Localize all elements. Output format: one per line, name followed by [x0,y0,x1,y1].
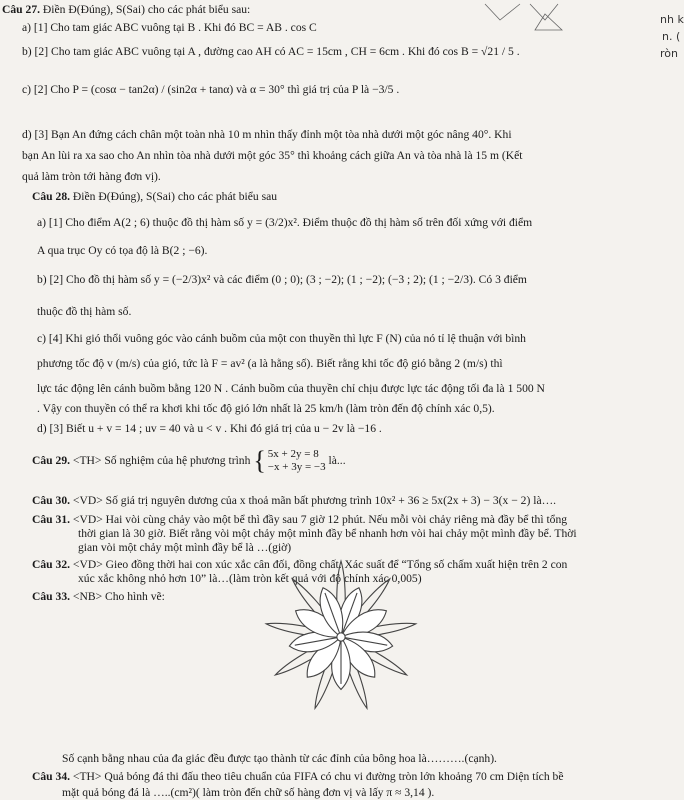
q33-row [32,590,165,604]
q29-text-after: là... [328,454,346,467]
q29-title: Câu 29. [32,454,71,467]
q27-b: b) [2] Cho tam giác ABC vuông tại A , đường cao AH có AC = 15cm , CH = 6cm . Khi đó cos B = √21 / 5 . [22,45,520,58]
sketch-triangle-2 [535,14,562,30]
q31-title: Câu 31. [32,513,71,526]
q28-a-line1: a) [1] Cho điểm A(2 ; 6) thuộc đồ thị hàm số y = (3/2)x². Điểm thuộc đồ thị hàm số trên đối xứng với điểm [37,216,533,229]
q28-c-line4: . Vậy con thuyền có thể ra khơi khi tốc độ gió lớn nhất là 25 km/h (làm tròn đến độ chính xác 0,5). [37,402,495,415]
q28-b-line2: thuộc đồ thị hàm số. [37,305,132,318]
q29 [32,447,346,475]
q31-line3: gian vòi một chảy một mình đầy bể là …(giờ) [78,541,292,554]
q28-a-line2: A qua trục Oy có tọa độ là B(2 ; −6). [37,244,208,257]
q28-c-line1: c) [4] Khi gió thổi vuông góc vào cánh buồm của một con thuyền thì lực F (N) của nó tỉ lệ thuận với bình [37,332,526,345]
q29-eq1: 5x + 2y = 8 [267,448,319,461]
q34-line2: mặt quả bóng đá là …..(cm²)( làm tròn đến chữ số hàng đơn vị và lấy π ≈ 3,14 ). [62,786,435,799]
q27-a: a) [1] Cho tam giác ABC vuông tại B . Khi đó BC = AB . cos C [22,21,317,34]
handwriting-3: ròn [660,47,678,60]
q27-d-line3: quả làm tròn tới hàng đơn vị). [22,170,161,183]
q33-text: <NB> Cho hình vẽ: [72,590,165,603]
q27-d-line2: bạn An lùi ra xa sao cho An nhìn tòa nhà dưới một góc 35° thì khoảng cách giữa An và tòa nhà là 15 m (Kết [22,149,523,162]
flower-center [337,633,345,641]
q27-intro: Điền Đ(Đúng), S(Sai) cho các phát biểu sau: [42,3,251,16]
q33-caption: Số cạnh bằng nhau của đa giác đều được tạo thành từ các đỉnh của bông hoa là……….(cạnh). [62,752,497,765]
q28-c-line3: lực tác động lên cánh buồm bằng 120 N . Cánh buồm của thuyền chỉ chịu được lực tác động tối đa là 1 500 N [37,382,545,395]
q32-title: Câu 32. [32,558,71,571]
q31-line1-row [32,513,567,527]
q27-title: Câu 27. [2,3,41,16]
q30 [32,494,556,508]
q31-line2: thời gian là 30 giờ. Biết rằng vòi một chảy một mình đầy bể nhanh hơn vòi hai chảy một mình đầy bể. Thời [78,527,577,540]
q32-line2: xúc xắc không nhỏ hơn 10” là…(làm tròn kết quả với độ chính xác 0,005) [78,572,422,585]
q28-heading [32,190,277,204]
q28-title: Câu 28. [32,190,71,203]
q27-c: c) [2] Cho P = (cosα − tan2α) / (sin2α + tanα) và α = 30° thì giá trị của P là −3/5 . [22,83,400,96]
q30-text: <VD> Số giá trị nguyên dương của x thoả mãn bất phương trình 10x² + 36 ≥ 5x(2x + 3) − 3(x − 2) là…. [72,494,557,507]
q31-line1: <VD> Hai vòi cùng chảy vào một bể thì đầy sau 7 giờ 12 phút. Nếu mỗi vòi chảy riêng mà đầy bể thì tổng [72,513,568,526]
handwriting-1: nh k [660,13,684,26]
q34-title: Câu 34. [32,770,71,783]
q28-c-line2: phương tốc độ v (m/s) của gió, tức là F = av² (a là hằng số). Biết rằng khi tốc độ gió bằng 2 (m/s) thì [37,357,503,370]
q28-intro: Điền Đ(Đúng), S(Sai) cho các phát biểu sau [72,190,278,203]
q34-line1-row [32,770,563,784]
q28-b-line1: b) [2] Cho đồ thị hàm số y = (−2/3)x² và các điểm (0 ; 0); (3 ; −2); (1 ; −2); (−3 ; 2); (1 ; −2/3). Có 3 điểm [37,273,527,286]
equation-system [268,448,326,474]
sketch-triangle [485,4,558,20]
handwriting-2: n. ( [662,30,681,43]
q28-d: d) [3] Biết u + v = 14 ; uv = 40 và u < v . Khi đó giá trị của u − 2v là −16 . [37,422,382,435]
q27-heading [2,3,250,17]
q30-title: Câu 30. [32,494,71,507]
system-brace: { [253,446,266,476]
q33-title: Câu 33. [32,590,71,603]
q34-line1: <TH> Quả bóng đá thi đấu theo tiêu chuẩn của FIFA có chu vi đường tròn lớn khoảng 70 cm Diện tích bề [72,770,564,783]
flower-figure [229,557,454,717]
q32-line1: <VD> Gieo đồng thời hai con xúc xắc cân đối, đồng chất. Xác suất để “Tổng số chấm xuất hiện trên 2 con [72,558,568,571]
q29-text-before: <TH> Số nghiệm của hệ phương trình [72,454,251,467]
q27-d-line1: d) [3] Bạn An đứng cách chân một toàn nhà 10 m nhìn thấy đỉnh một tòa nhà dưới một góc nâng 40°. Khi [22,128,512,141]
q29-eq2: −x + 3y = −3 [267,461,326,474]
